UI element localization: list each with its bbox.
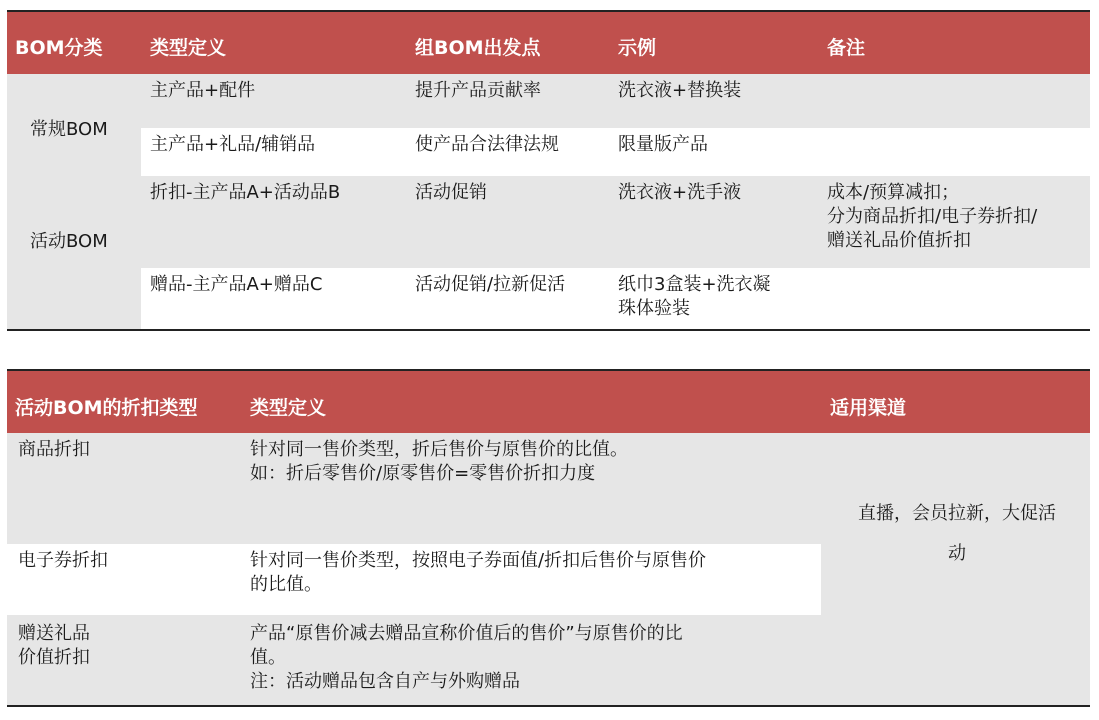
remarks-cell — [827, 181, 1037, 253]
example-line: 纸巾3盒装+洗衣凝 — [618, 274, 771, 295]
discount-type-line: 电子券折扣 — [18, 550, 108, 571]
table1-header-example: 示例 — [618, 37, 657, 59]
example-line: 洗衣液+洗手液 — [618, 182, 742, 203]
discount-definition-cell — [250, 549, 706, 597]
example-line: 洗衣液+替换装 — [618, 80, 742, 101]
definition-line: 值。 — [250, 647, 286, 668]
type-definition-cell: 折扣-主产品A+活动品B — [150, 182, 341, 203]
table2-bottom-rule — [7, 705, 1090, 707]
discount-type-cell — [18, 549, 108, 573]
table2-header-discount-type: 活动BOM的折扣类型 — [15, 397, 198, 419]
discount-type-cell — [18, 622, 90, 670]
definition-line: 针对同一售价类型，折后售价与原售价的比值。 — [250, 439, 628, 460]
table1-bottom-rule — [7, 329, 1090, 331]
category-activity-bom: 活动BOM — [30, 231, 108, 252]
table2-header-type-definition: 类型定义 — [250, 397, 327, 419]
table1-header-type-definition: 类型定义 — [150, 37, 227, 59]
type-definition-cell: 赠品-主产品A+赠品C — [150, 274, 323, 295]
definition-line: 如：折后零售价/原零售价=零售价折扣力度 — [250, 463, 596, 484]
example-line: 限量版产品 — [618, 134, 708, 155]
discount-type-line: 赠送礼品 — [18, 623, 90, 644]
starting-point-cell: 使产品合法律法规 — [415, 134, 559, 155]
remarks-line: 成本/预算减扣； — [827, 182, 960, 203]
channel-line: 直播，会员拉新，大促活 — [858, 503, 1056, 524]
discount-type-line: 商品折扣 — [18, 439, 90, 460]
bom-category-column-bg — [7, 74, 141, 330]
applicable-channel-cell — [832, 494, 1082, 574]
starting-point-cell: 活动促销 — [415, 182, 487, 203]
type-definition-cell: 主产品+配件 — [150, 80, 256, 101]
remarks-line: 赠送礼品价值折扣 — [827, 230, 971, 251]
discount-definition-cell — [250, 438, 628, 486]
table2-header-channel: 适用渠道 — [830, 397, 907, 419]
example-cell — [618, 273, 771, 321]
example-line: 珠体验装 — [618, 298, 690, 319]
type-definition-cell: 主产品+礼品/辅销品 — [150, 134, 316, 155]
table1-header-remarks: 备注 — [827, 37, 866, 59]
table1-row-1-bg — [141, 74, 1090, 128]
remarks-line: 分为商品折扣/电子券折扣/ — [827, 206, 1038, 227]
table1-header-bom-category: BOM分类 — [15, 37, 103, 59]
definition-line: 产品“原售价减去赠品宣称价值后的售价”与原售价的比 — [250, 623, 683, 644]
discount-type-cell — [18, 438, 90, 462]
example-cell — [618, 79, 741, 103]
example-cell — [618, 181, 741, 205]
discount-definition-cell — [250, 622, 683, 694]
definition-line: 的比值。 — [250, 574, 322, 595]
table1-header-starting-point: 组BOM出发点 — [415, 37, 541, 59]
example-cell — [618, 133, 708, 157]
category-regular-bom: 常规BOM — [30, 119, 108, 140]
definition-line: 针对同一售价类型，按照电子券面值/折扣后售价与原售价 — [250, 550, 707, 571]
definition-line: 注：活动赠品包含自产与外购赠品 — [250, 671, 520, 692]
starting-point-cell: 提升产品贡献率 — [415, 80, 541, 101]
channel-line: 动 — [948, 543, 966, 564]
starting-point-cell: 活动促销/拉新促活 — [415, 274, 566, 295]
discount-type-line: 价值折扣 — [18, 647, 90, 668]
